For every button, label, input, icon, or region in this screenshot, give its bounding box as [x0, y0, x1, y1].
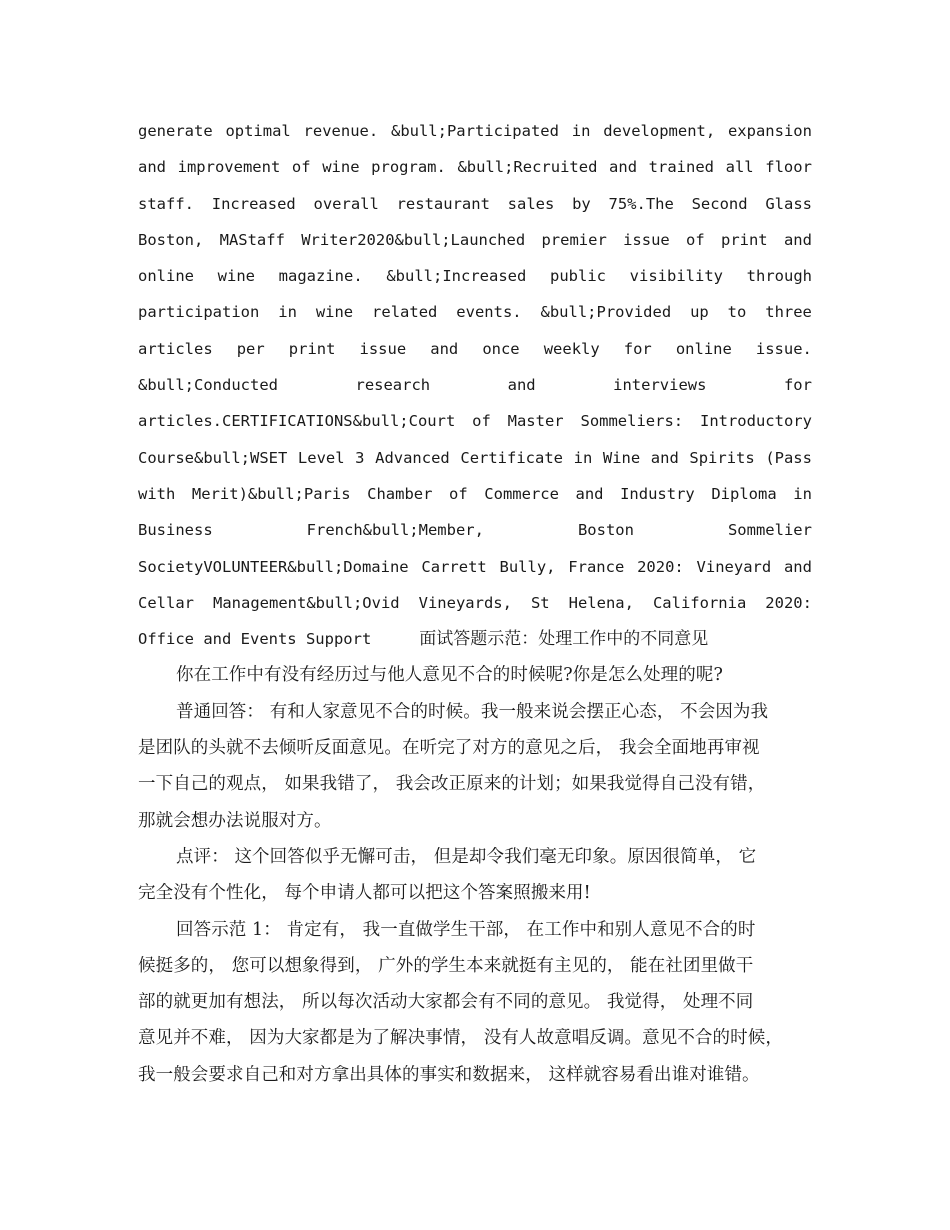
word: and	[650, 448, 679, 467]
word: of	[291, 158, 311, 177]
word: interviews	[613, 376, 707, 395]
word: Vineyard	[696, 557, 772, 576]
paragraph-line: 普通回答： 有和人家意见不合的时候。我一般来说会摆正心态， 不会因为我	[176, 701, 769, 722]
resume-text-line	[138, 294, 812, 330]
word: Glass	[765, 194, 812, 213]
word: online	[138, 267, 194, 286]
word: for	[623, 339, 652, 358]
word: with	[138, 484, 176, 503]
word: issue	[623, 230, 670, 249]
resume-text-line	[138, 149, 812, 185]
word: Management&bull;Ovid	[213, 593, 400, 612]
word: Commerce	[484, 484, 559, 503]
word: related	[372, 303, 438, 322]
word: and	[138, 158, 166, 177]
word: in	[573, 448, 593, 467]
word: and	[609, 158, 638, 177]
paragraph-line: 意见并不难， 因为大家都是为了解决事情， 没有人故意唱反调。意见不合的时候，	[138, 1028, 783, 1049]
word: by	[572, 194, 591, 213]
word: staff.	[138, 194, 194, 213]
word: and	[783, 230, 812, 249]
word: Boston	[577, 521, 634, 540]
word: Certificate	[460, 448, 564, 467]
word: all	[725, 158, 754, 177]
word: print	[720, 230, 768, 249]
word: once	[482, 339, 520, 358]
resume-text-line	[138, 512, 812, 548]
word: &bull;Provided	[540, 303, 672, 322]
word: through	[746, 267, 812, 286]
word: program.	[371, 158, 446, 177]
word: &bull;Participated	[390, 122, 559, 140]
word: &bull;Recruited	[457, 158, 598, 177]
word: 2020:	[765, 593, 812, 612]
word: 2020:	[637, 557, 684, 576]
word: for	[783, 376, 812, 395]
word: sales	[507, 194, 555, 213]
word: expansion	[727, 122, 812, 140]
word: wine	[217, 267, 255, 286]
word: Business	[138, 521, 213, 540]
word: of	[472, 412, 491, 431]
paragraph-line: 你在工作中有没有经历过与他人意见不合的时候呢?你是怎么处理的呢?	[176, 665, 723, 686]
paragraph-line: 一下自己的观点， 如果我错了， 我会改正原来的计划；如果我觉得自己没有错，	[138, 774, 766, 795]
word: Chamber	[367, 484, 433, 503]
resume-text-line	[138, 585, 812, 621]
word: Helena,	[568, 593, 634, 612]
word: SocietyVOLUNTEER&bull;Domaine	[138, 557, 409, 576]
paragraph-line: 点评： 这个回答似乎无懈可击， 但是却令我们毫无印象。原因很简单， 它	[176, 846, 757, 867]
word: per	[236, 339, 265, 358]
word: weekly	[543, 339, 600, 358]
word: events.	[456, 303, 522, 322]
word: (Pass	[765, 448, 812, 467]
word: Diploma	[711, 484, 777, 503]
word: public	[550, 267, 606, 286]
word: to	[727, 303, 747, 322]
resume-text-line	[138, 331, 812, 367]
word: restaurant	[396, 194, 490, 213]
word: of	[686, 230, 705, 249]
section-heading: 面试答题示范：处理工作中的不同意见	[419, 629, 709, 650]
resume-text-line	[138, 113, 812, 149]
word: Master	[507, 412, 564, 431]
word: Vineyards,	[418, 593, 512, 612]
word: improvement	[177, 158, 281, 177]
word: research	[355, 376, 431, 395]
word: of	[449, 484, 468, 503]
paragraph-line: 是团队的头就不去倾听反面意见。在听完了对方的意见之后， 我会全面地再审视	[138, 738, 760, 759]
word: Carrett	[421, 557, 487, 576]
resume-text-line	[138, 476, 812, 512]
resume-text-line	[138, 549, 812, 585]
word: in	[793, 484, 812, 503]
word: premier	[541, 230, 607, 249]
word: floor	[765, 158, 812, 177]
word: and	[783, 557, 812, 576]
word: Merit)&bull;Paris	[191, 484, 351, 503]
word: 75%.The	[608, 194, 674, 213]
word: articles	[138, 339, 213, 358]
word: overall	[313, 194, 379, 213]
word: online	[675, 339, 732, 358]
word: magazine.	[278, 267, 363, 286]
word: trained	[648, 158, 714, 177]
word: Bully,	[499, 557, 556, 576]
word: Course&bull;WSET	[138, 448, 288, 467]
word: and	[575, 484, 604, 503]
word: in	[571, 122, 591, 140]
paragraph-line: 候挺多的， 您可以想象得到， 广外的学生本来就挺有主见的， 能在社团里做干	[138, 955, 754, 976]
word: generate	[138, 122, 213, 140]
resume-text-line	[138, 403, 812, 439]
word: in	[278, 303, 297, 322]
resume-text-line	[138, 440, 812, 476]
resume-text-line	[138, 222, 812, 258]
word: MAStaff	[219, 230, 285, 249]
word: development,	[603, 122, 716, 140]
word: print	[288, 339, 336, 358]
word: Cellar	[138, 593, 194, 612]
word: Writer2020&bull;Launched	[301, 230, 526, 249]
resume-last-line	[138, 621, 812, 657]
word: revenue.	[303, 122, 379, 140]
paragraph-line: 回答示范 1： 肯定有， 我一直做学生干部， 在工作中和别人意见不合的时	[176, 919, 756, 940]
paragraph-line: 我一般会要求自己和对方拿出具体的事实和数据来， 这样就容易看出谁对谁错。	[138, 1064, 760, 1085]
document-body	[138, 113, 812, 1093]
word: Second	[691, 194, 748, 213]
word: &bull;Increased	[386, 267, 527, 286]
word: and	[507, 376, 536, 395]
resume-text-line	[138, 186, 812, 222]
word: wine	[315, 303, 354, 322]
word: articles.CERTIFICATIONS&bull;Court	[138, 412, 456, 431]
word: Sommeliers:	[580, 412, 684, 431]
word: participation	[138, 303, 260, 322]
word: optimal	[225, 122, 291, 140]
word: up	[690, 303, 709, 322]
paragraph-line: 那就会想办法说服对方。	[138, 810, 332, 831]
word: visibility	[629, 267, 723, 286]
resume-text-tail: Office and Events Support	[138, 630, 372, 649]
resume-text-line	[138, 258, 812, 294]
word: and	[430, 339, 459, 358]
resume-text-line	[138, 367, 812, 403]
word: issue	[359, 339, 407, 358]
word: &bull;Conducted	[138, 376, 278, 395]
paragraph-line: 完全没有个性化， 每个申请人都可以把这个答案照搬来用!	[138, 883, 591, 904]
word: three	[765, 303, 812, 322]
word: Boston,	[138, 230, 204, 249]
word: issue.	[755, 339, 812, 358]
word: St	[530, 593, 550, 612]
word: Advanced	[375, 448, 450, 467]
word: France	[568, 557, 625, 576]
word: Level	[297, 448, 345, 467]
word: Spirits	[689, 448, 755, 467]
word: wine	[322, 158, 360, 177]
word: Wine	[602, 448, 641, 467]
word: 3	[355, 448, 365, 467]
word: California	[652, 593, 747, 612]
word: French&bull;Member,	[306, 521, 484, 540]
word: Introductory	[699, 412, 812, 431]
word: Industry	[620, 484, 695, 503]
word: Increased	[211, 194, 296, 213]
word: Sommelier	[727, 521, 812, 540]
paragraph-line: 部的就更加有想法， 所以每次活动大家都会有不同的意见。 我觉得， 处理不同	[138, 992, 754, 1013]
